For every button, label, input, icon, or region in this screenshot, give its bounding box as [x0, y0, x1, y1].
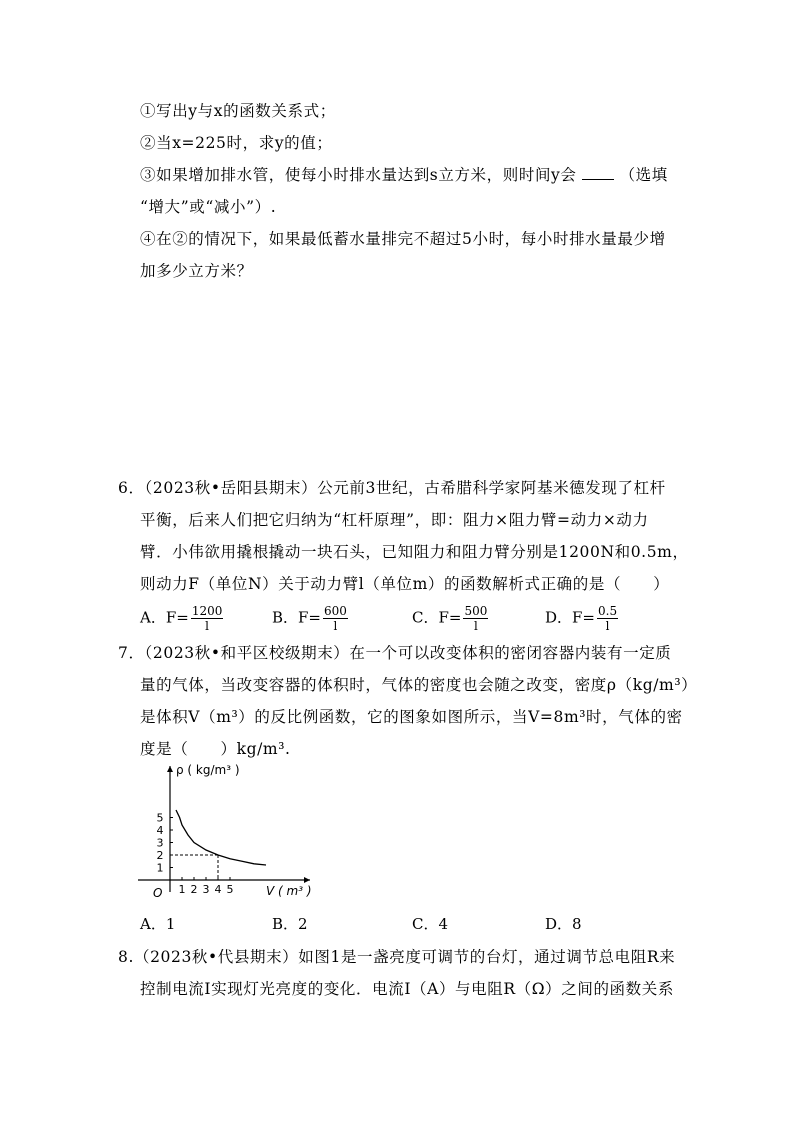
q6-option-c-num: 500: [464, 604, 488, 618]
q6-line-1: 6．（2023秋•岳阳县期末）公元前3世纪，古希腊科学家阿基米德发现了杠杆: [118, 479, 666, 497]
q6-option-d[interactable]: [545, 604, 618, 633]
x-tick-label: 3: [202, 883, 210, 896]
part-item-2: ②当x=225时，求y的值；: [140, 134, 333, 152]
q6-option-c-fraction: [463, 604, 488, 633]
y-tick-label: 2: [156, 849, 164, 862]
x-axis-arrow: [304, 877, 310, 883]
q6-line-3: 臂．小伟欲用撬根撬动一块石头，已知阻力和阻力臂分别是1200N和0.5m，: [140, 543, 689, 561]
q7-option-a[interactable]: A．1: [140, 915, 176, 933]
q6-option-b[interactable]: [272, 604, 348, 633]
density-volume-graph: [130, 760, 320, 900]
q6-option-a-num: 1200: [191, 604, 223, 618]
q6-option-b-fraction: [323, 604, 348, 633]
inverse-proportion-curve: [176, 810, 266, 865]
q7-line-4: 度是（ ）kg/m³.: [140, 740, 291, 758]
q7-option-c[interactable]: C．4: [412, 915, 449, 933]
part-item-4: ④在②的情况下，如果最低蓄水量排完不超过5小时，每小时排水量最少增: [140, 230, 666, 248]
q8-line-2: 控制电流I实现灯光亮度的变化．电流I（A）与电阻R（Ω）之间的函数关系: [140, 980, 674, 998]
q6-line-2: 平衡，后来人们把它归纳为“杠杆原理”，即：阻力×阻力臂=动力×动力: [140, 511, 649, 529]
q6-option-d-num: 0.5: [598, 604, 618, 618]
q6-option-b-num: 600: [324, 604, 347, 618]
y-axis-arrow: [167, 766, 173, 772]
q6-option-a[interactable]: [140, 604, 223, 633]
q6-option-b-label: B．F=: [272, 608, 321, 627]
x-tick-label: 1: [178, 883, 186, 896]
part-item-4-cont: 加多少立方米？: [140, 262, 253, 280]
x-tick-label: 4: [214, 883, 222, 896]
q7-line-3: 是体积V（m³）的反比例函数，它的图象如图所示，当V=8m³时，气体的密: [140, 708, 683, 726]
part-item-1: ①写出y与x的函数关系式；: [140, 102, 336, 120]
q6-option-c[interactable]: [412, 604, 488, 633]
x-tick-label: 5: [226, 883, 234, 896]
q8-line-1: 8.（2023秋•代县期末）如图1是一盏亮度可调节的台灯，通过调节总电阻R来: [118, 948, 676, 966]
q6-option-a-fraction: [191, 604, 224, 633]
q6-option-a-label: A．F=: [140, 608, 189, 627]
x-tick-label: 2: [190, 883, 198, 896]
q6-option-d-den: l: [605, 619, 610, 633]
y-tick-label: 1: [156, 861, 164, 875]
part-item-3-cont: “增大”或“减小”）.: [140, 198, 277, 216]
x-axis-label: V ( m³ ): [266, 884, 312, 898]
y-tick-label: 4: [156, 824, 164, 837]
q6-option-c-label: C．F=: [412, 608, 462, 627]
part-item-3-tail: （选填: [619, 166, 668, 184]
q6-option-c-den: l: [474, 619, 478, 633]
q7-option-d[interactable]: D．8: [545, 915, 582, 933]
q6-option-b-den: l: [333, 619, 338, 633]
part-item-3: [140, 165, 668, 185]
y-tick-label: 3: [156, 836, 164, 850]
answer-blank: [582, 165, 614, 180]
q6-option-d-fraction: [597, 604, 618, 633]
part-item-3-text: ③如果增加排水管，使每小时排水量达到s立方米，则时间y会: [140, 166, 577, 184]
y-axis-label: ρ ( kg/m³ ): [176, 763, 240, 777]
q7-line-2: 量的气体，当改变容器的体积时，气体的密度也会随之改变，密度ρ（kg/m³）: [140, 676, 698, 694]
q7-option-b[interactable]: B．2: [272, 915, 308, 933]
q6-line-4: 则动力F（单位N）关于动力臂l（单位m）的函数解析式正确的是（ ）: [140, 575, 670, 593]
q7-line-1: 7．（2023秋•和平区校级期末）在一个可以改变体积的密闭容器内装有一定质: [118, 644, 672, 662]
q6-option-d-label: D．F=: [545, 608, 596, 627]
q6-option-a-den: l: [205, 619, 209, 633]
y-tick-label: 5: [156, 811, 164, 825]
origin-label: O: [153, 886, 163, 900]
